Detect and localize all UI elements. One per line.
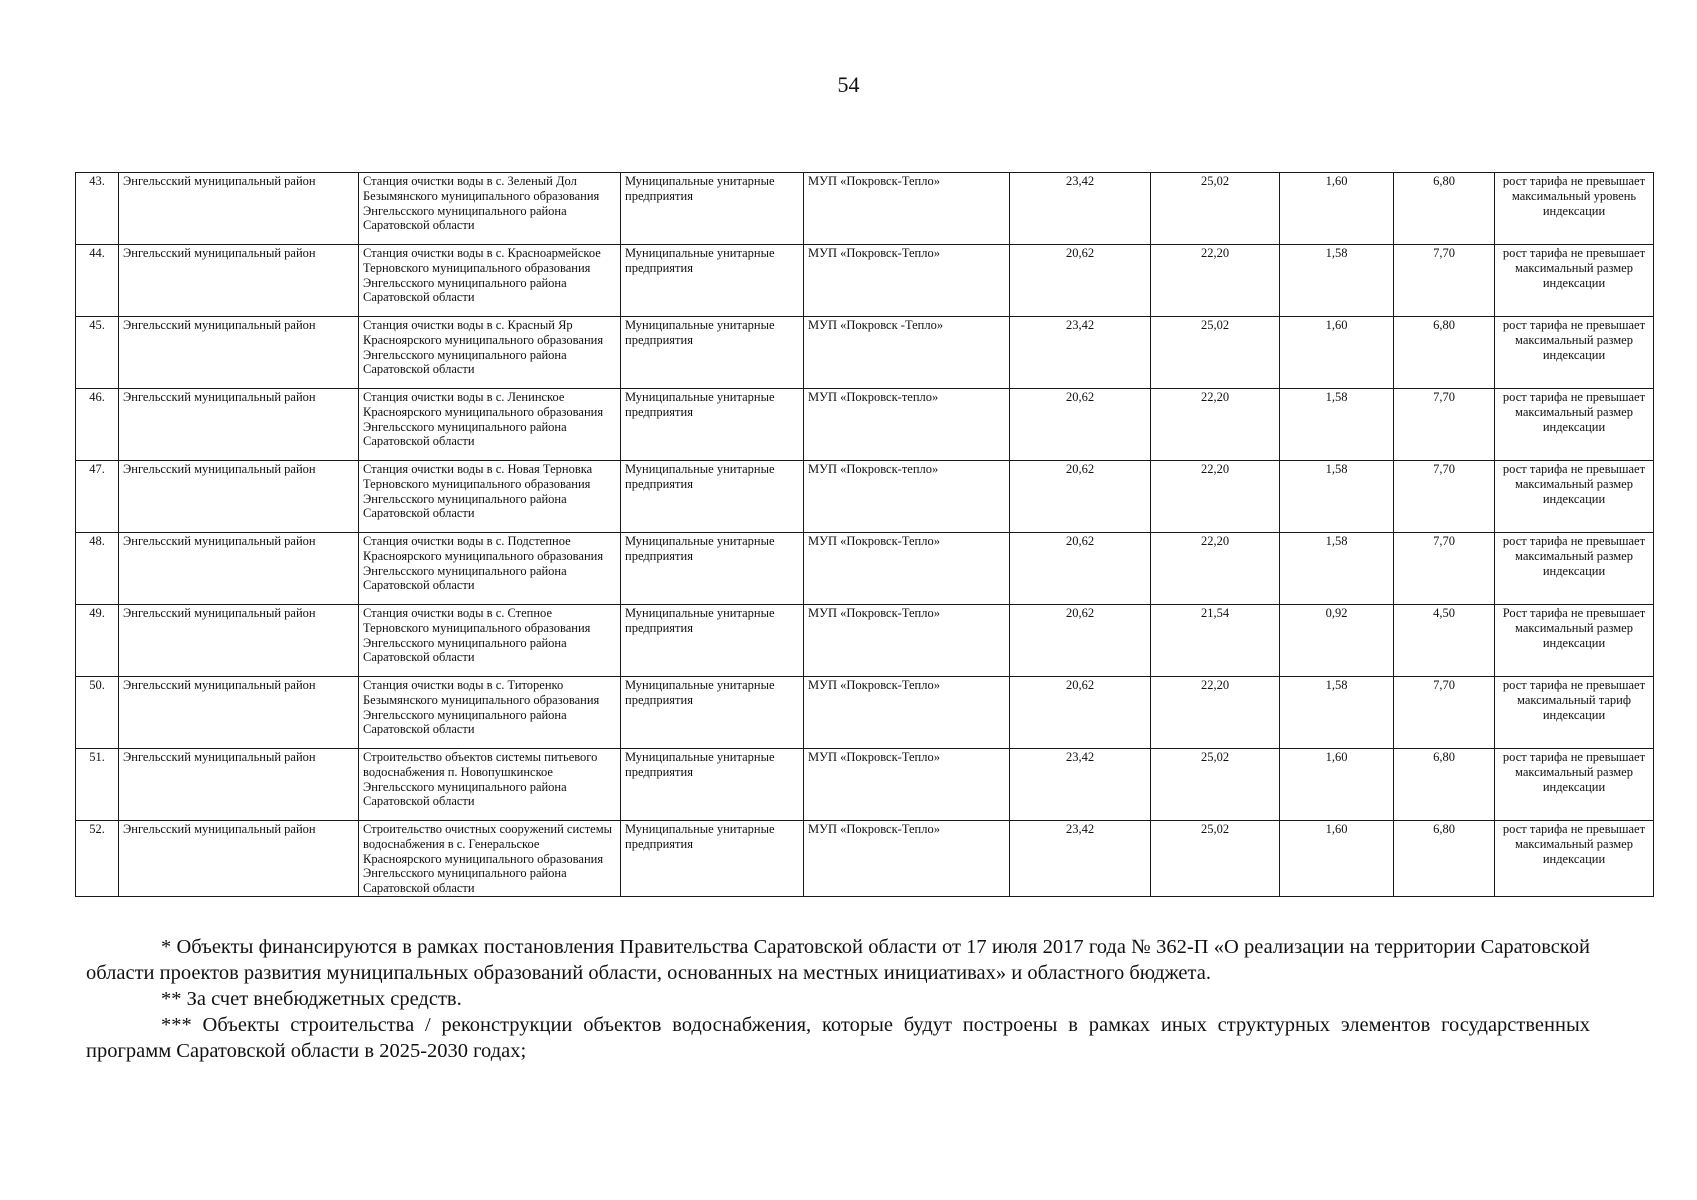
owner-type-cell: Муниципальные унитарные предприятия — [621, 533, 804, 605]
object-cell: Станция очистки воды в с. Зеленый Дол Безымянского муниципального образования Энгельсского муниципального района Саратовской области — [359, 173, 621, 245]
value-1-cell: 23,42 — [1010, 749, 1151, 821]
object-cell: Станция очистки воды в с. Ленинское Красноярского муниципального образования Энгельсского муниципального района Саратовской области — [359, 389, 621, 461]
value-3-cell: 1,58 — [1280, 245, 1394, 317]
district-cell: Энгельсский муниципальный район — [119, 533, 359, 605]
value-1-cell: 20,62 — [1010, 461, 1151, 533]
table-row — [76, 677, 1654, 749]
value-4-cell: 7,70 — [1394, 461, 1495, 533]
row-number: 50. — [76, 677, 119, 749]
table-row — [76, 317, 1654, 389]
page-number: 54 — [837, 72, 860, 97]
note-cell: рост тарифа не превышает максимальный размер индексации — [1495, 461, 1654, 533]
organization-cell: МУП «Покровск-Тепло» — [804, 821, 1010, 897]
value-1-cell: 23,42 — [1010, 317, 1151, 389]
object-cell: Станция очистки воды в с. Красный Яр Красноярского муниципального образования Энгельсского муниципального района Саратовской области — [359, 317, 621, 389]
note-cell: рост тарифа не превышает максимальный тариф индексации — [1495, 677, 1654, 749]
note-cell: рост тарифа не превышает максимальный размер индексации — [1495, 317, 1654, 389]
district-cell: Энгельсский муниципальный район — [119, 749, 359, 821]
value-3-cell: 1,60 — [1280, 317, 1394, 389]
row-number: 51. — [76, 749, 119, 821]
owner-type-cell: Муниципальные унитарные предприятия — [621, 461, 804, 533]
organization-cell: МУП «Покровск-тепло» — [804, 461, 1010, 533]
value-4-cell: 6,80 — [1394, 749, 1495, 821]
district-cell: Энгельсский муниципальный район — [119, 461, 359, 533]
organization-cell: МУП «Покровск -Тепло» — [804, 317, 1010, 389]
value-4-cell: 6,80 — [1394, 173, 1495, 245]
row-number: 45. — [76, 317, 119, 389]
row-number: 48. — [76, 533, 119, 605]
value-2-cell: 25,02 — [1151, 173, 1280, 245]
organization-cell: МУП «Покровск-Тепло» — [804, 677, 1010, 749]
footnotes — [86, 934, 1590, 1064]
owner-type-cell: Муниципальные унитарные предприятия — [621, 821, 804, 897]
organization-cell: МУП «Покровск-Тепло» — [804, 749, 1010, 821]
note-cell: Рост тарифа не превышает максимальный размер индексации — [1495, 605, 1654, 677]
value-1-cell: 20,62 — [1010, 533, 1151, 605]
table-body — [76, 173, 1654, 897]
table-row — [76, 173, 1654, 245]
value-1-cell: 20,62 — [1010, 389, 1151, 461]
note-cell: рост тарифа не превышает максимальный размер индексации — [1495, 245, 1654, 317]
value-4-cell: 6,80 — [1394, 317, 1495, 389]
value-4-cell: 7,70 — [1394, 245, 1495, 317]
value-3-cell: 1,58 — [1280, 677, 1394, 749]
value-1-cell: 23,42 — [1010, 821, 1151, 897]
district-cell: Энгельсский муниципальный район — [119, 677, 359, 749]
value-2-cell: 22,20 — [1151, 677, 1280, 749]
object-cell: Станция очистки воды в с. Подстепное Красноярского муниципального образования Энгельсского муниципального района Саратовской области — [359, 533, 621, 605]
object-cell: Станция очистки воды в с. Красноармейское Терновского муниципального образования Энгельсского муниципального района Саратовской области — [359, 245, 621, 317]
owner-type-cell: Муниципальные унитарные предприятия — [621, 749, 804, 821]
row-number: 46. — [76, 389, 119, 461]
value-2-cell: 22,20 — [1151, 533, 1280, 605]
owner-type-cell: Муниципальные унитарные предприятия — [621, 317, 804, 389]
value-4-cell: 4,50 — [1394, 605, 1495, 677]
owner-type-cell: Муниципальные унитарные предприятия — [621, 389, 804, 461]
value-2-cell: 22,20 — [1151, 461, 1280, 533]
value-1-cell: 20,62 — [1010, 605, 1151, 677]
value-2-cell: 21,54 — [1151, 605, 1280, 677]
district-cell: Энгельсский муниципальный район — [119, 245, 359, 317]
district-cell: Энгельсский муниципальный район — [119, 317, 359, 389]
organization-cell: МУП «Покровск-тепло» — [804, 389, 1010, 461]
table-row — [76, 821, 1654, 897]
value-4-cell: 7,70 — [1394, 533, 1495, 605]
owner-type-cell: Муниципальные унитарные предприятия — [621, 677, 804, 749]
owner-type-cell: Муниципальные унитарные предприятия — [621, 173, 804, 245]
value-3-cell: 0,92 — [1280, 605, 1394, 677]
tariff-table — [75, 172, 1654, 897]
organization-cell: МУП «Покровск-Тепло» — [804, 245, 1010, 317]
footnote-2: ** За счет внебюджетных средств. — [161, 988, 462, 1010]
object-cell: Станция очистки воды в с. Степное Терновского муниципального образования Энгельсского муниципального района Саратовской области — [359, 605, 621, 677]
table-row — [76, 533, 1654, 605]
object-cell: Станция очистки воды в с. Титоренко Безымянского муниципального образования Энгельсского муниципального района Саратовской области — [359, 677, 621, 749]
row-number: 43. — [76, 173, 119, 245]
value-2-cell: 22,20 — [1151, 245, 1280, 317]
table-row — [76, 245, 1654, 317]
value-3-cell: 1,58 — [1280, 533, 1394, 605]
value-1-cell: 20,62 — [1010, 677, 1151, 749]
note-cell: рост тарифа не превышает максимальный размер индексации — [1495, 749, 1654, 821]
footnote-1: * Объекты финансируются в рамках постановления Правительства Саратовской области от 17 июля 2017 года № 362-П «О реализации на территории Саратовской области проектов развития муниципальных образований области, основанных на местных инициативах» и областного бюджета. — [86, 936, 1590, 984]
value-4-cell: 7,70 — [1394, 677, 1495, 749]
value-4-cell: 6,80 — [1394, 821, 1495, 897]
organization-cell: МУП «Покровск-Тепло» — [804, 605, 1010, 677]
table-row — [76, 461, 1654, 533]
value-3-cell: 1,60 — [1280, 749, 1394, 821]
object-cell: Строительство очистных сооружений системы водоснабжения в с. Генеральское Красноярского муниципального образования Энгельсского муниципального района Саратовской области — [359, 821, 621, 897]
object-cell: Станция очистки воды в с. Новая Терновка Терновского муниципального образования Энгельсского муниципального района Саратовской области — [359, 461, 621, 533]
row-number: 52. — [76, 821, 119, 897]
row-number: 47. — [76, 461, 119, 533]
value-2-cell: 22,20 — [1151, 389, 1280, 461]
value-1-cell: 23,42 — [1010, 173, 1151, 245]
note-cell: рост тарифа не превышает максимальный размер индексации — [1495, 821, 1654, 897]
note-cell: рост тарифа не превышает максимальный размер индексации — [1495, 389, 1654, 461]
value-3-cell: 1,58 — [1280, 461, 1394, 533]
organization-cell: МУП «Покровск-Тепло» — [804, 173, 1010, 245]
note-cell: рост тарифа не превышает максимальный уровень индексации — [1495, 173, 1654, 245]
value-2-cell: 25,02 — [1151, 821, 1280, 897]
district-cell: Энгельсский муниципальный район — [119, 173, 359, 245]
value-3-cell: 1,60 — [1280, 821, 1394, 897]
organization-cell: МУП «Покровск-Тепло» — [804, 533, 1010, 605]
footnote-3: *** Объекты строительства / реконструкции объектов водоснабжения, которые будут построены в рамках иных структурных элементов государственных программ Саратовской области в 2025-2030 годах; — [86, 1014, 1590, 1062]
owner-type-cell: Муниципальные унитарные предприятия — [621, 245, 804, 317]
row-number: 44. — [76, 245, 119, 317]
value-3-cell: 1,60 — [1280, 173, 1394, 245]
district-cell: Энгельсский муниципальный район — [119, 821, 359, 897]
table-row — [76, 749, 1654, 821]
value-1-cell: 20,62 — [1010, 245, 1151, 317]
table-row — [76, 605, 1654, 677]
row-number: 49. — [76, 605, 119, 677]
value-4-cell: 7,70 — [1394, 389, 1495, 461]
value-3-cell: 1,58 — [1280, 389, 1394, 461]
table-row — [76, 389, 1654, 461]
note-cell: рост тарифа не превышает максимальный размер индексации — [1495, 533, 1654, 605]
value-2-cell: 25,02 — [1151, 317, 1280, 389]
value-2-cell: 25,02 — [1151, 749, 1280, 821]
district-cell: Энгельсский муниципальный район — [119, 605, 359, 677]
district-cell: Энгельсский муниципальный район — [119, 389, 359, 461]
owner-type-cell: Муниципальные унитарные предприятия — [621, 605, 804, 677]
object-cell: Строительство объектов системы питьевого водоснабжения п. Новопушкинское Энгельсского муниципального района Саратовской области — [359, 749, 621, 821]
